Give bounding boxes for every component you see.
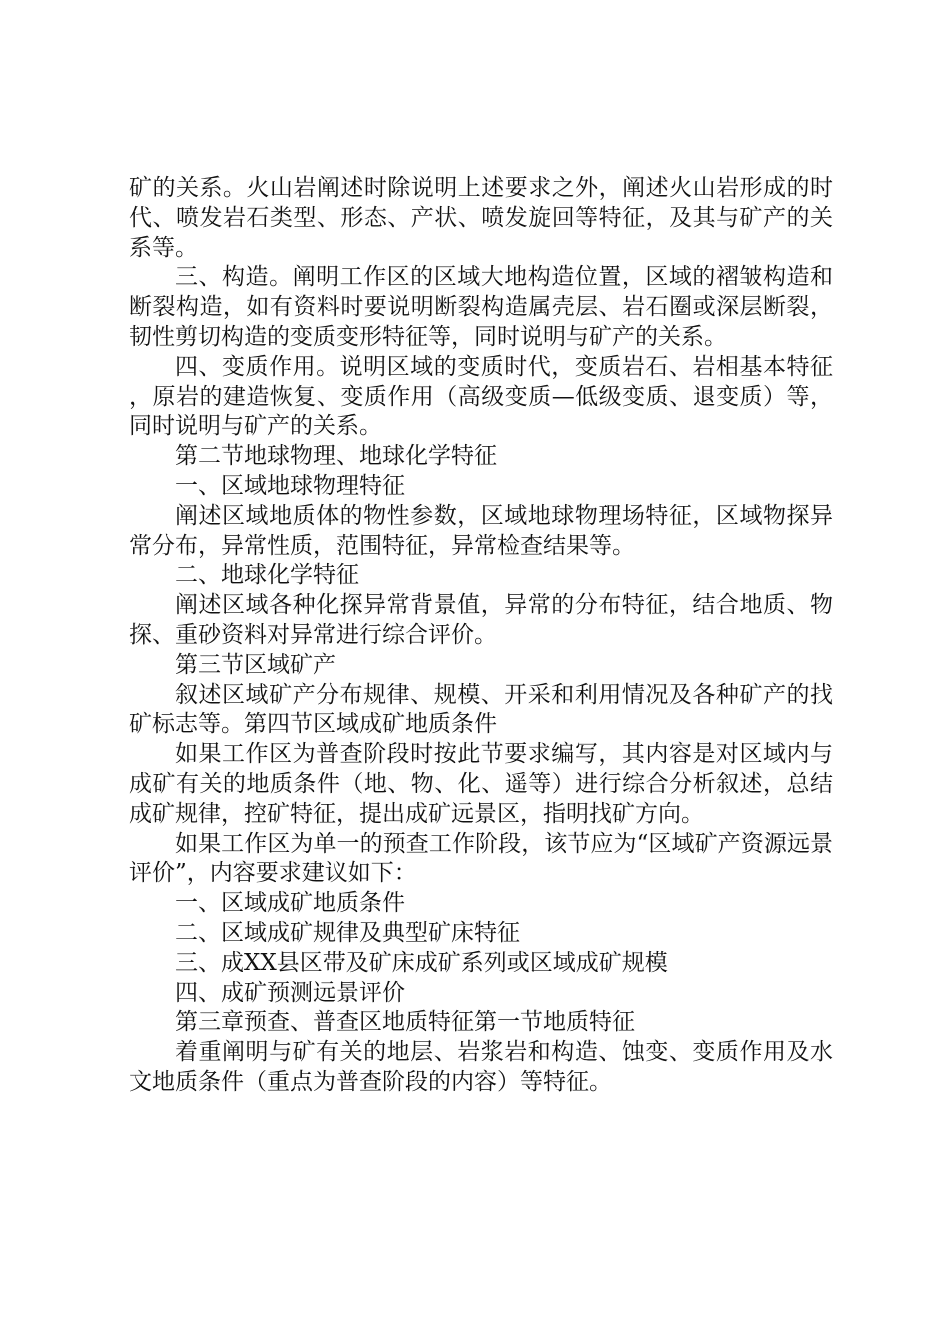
subheading-geophysics: 一、区域地球物理特征: [175, 472, 405, 499]
paragraph-geophysics: 阐述区域地质体的物性参数，区域地球物理场特征，区域物探异常分布，异常性质，范围特征，异常检查结果等。: [129, 502, 833, 559]
section-heading-3: 第三节区域矿产: [175, 651, 336, 678]
list-item-4: 四、成矿预测远景评价: [175, 979, 405, 1006]
paragraph-geochemistry: 阐述区域各种化探异常背景值，异常的分布特征，结合地质、物探、重砂资料对异常进行综合评价。: [129, 592, 833, 648]
paragraph-survey-stage: 如果工作区为普查阶段时按此节要求编写，其内容是对区域内与成矿有关的地质条件（地、物、化、遥等）进行综合分析叙述，总结成矿规律，控矿特征，提出成矿远景区，指明找矿方向。: [129, 741, 833, 827]
paragraph-1: 矿的关系。火山岩阐述时除说明上述要求之外，阐述火山岩形成的时代、喷发岩石类型、形态、产状、喷发旋回等特征，及其与矿产的关系等。: [129, 175, 833, 261]
subheading-geochemistry: 二、地球化学特征: [175, 562, 359, 589]
paragraph-2: 三、构造。阐明工作区的区域大地构造位置，区域的褶皱构造和断裂构造，如有资料时要说明断裂构造属壳层、岩石圈或深层断裂，韧性剪切构造的变质变形特征等，同时说明与矿产的关系。: [129, 264, 833, 350]
list-item-2: 二、区域成矿规律及典型矿床特征: [175, 919, 520, 946]
list-item-1: 一、区域成矿地质条件: [175, 890, 405, 917]
chapter-heading-3: 第三章预查、普查区地质特征第一节地质特征: [175, 1009, 635, 1036]
section-heading-2: 第二节地球物理、地球化学特征: [175, 443, 497, 470]
paragraph-3: 四、变质作用。说明区域的变质时代，变质岩石、岩相基本特征，原岩的建造恢复、变质作用（高级变质—低级变质、退变质）等，同时说明与矿产的关系。: [129, 353, 833, 440]
document-body: [129, 174, 833, 1098]
list-item-3: 三、成XX县区带及矿床成矿系列或区域成矿规模: [175, 949, 668, 976]
paragraph-regional-minerals: 叙述区域矿产分布规律、规模、开采和利用情况及各种矿产的找矿标志等。第四节区域成矿地质条件: [129, 681, 833, 738]
paragraph-prospecting-stage: 如果工作区为单一的预查工作阶段，该节应为“区域矿产资源远景评价”，内容要求建议如下：: [129, 830, 833, 887]
paragraph-geology-features: 着重阐明与矿有关的地层、岩浆岩和构造、蚀变、变质作用及水文地质条件（重点为普查阶段的内容）等特征。: [129, 1039, 833, 1095]
